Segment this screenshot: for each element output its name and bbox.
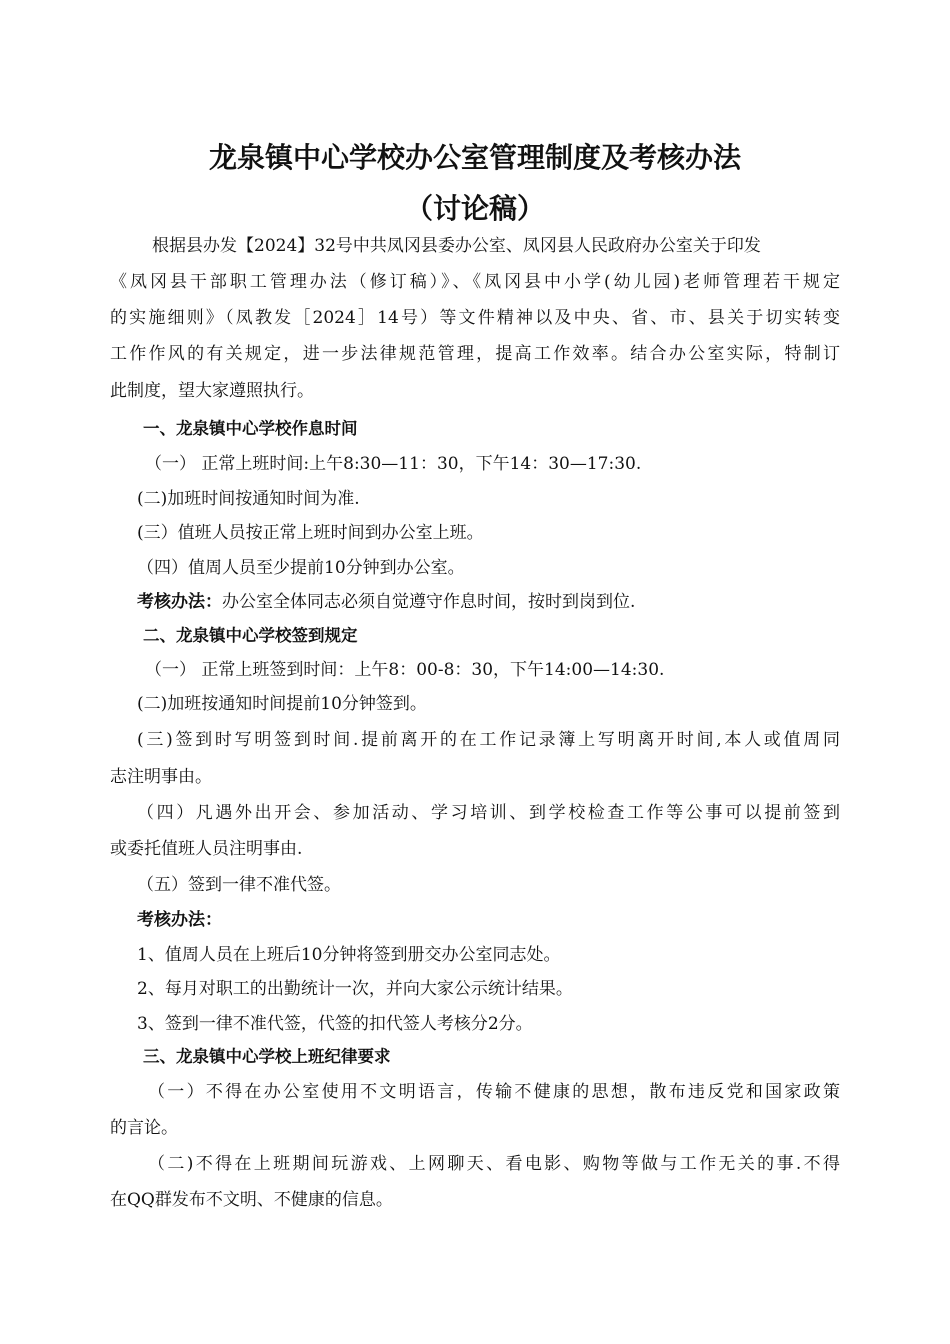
section-item: 或委托值班人员注明事由.	[110, 839, 303, 859]
section-item: 志注明事由。	[110, 767, 212, 787]
assessment-item: 1、值周人员在上班后10分钟将签到册交办公室同志处。	[137, 945, 561, 965]
assessment-label: 考核办法：	[137, 592, 222, 612]
assessment-text: 办公室全体同志必须自觉遵守作息时间，按时到岗到位.	[222, 592, 636, 612]
section-item: 在QQ群发布不文明、不健康的信息。	[110, 1190, 393, 1210]
intro-line: 的实施细则》（凤教发［2024］14号）等文件精神以及中央、省、市、县关于切实转变	[110, 308, 840, 328]
section-item: （一） 正常上班签到时间：上午8：00-8：30，下午14:00—14:30.	[145, 660, 665, 680]
assessment-line	[137, 591, 635, 613]
intro-line: 根据县办发【2024】32号中共凤冈县委办公室、凤冈县人民政府办公室关于印发	[152, 236, 761, 256]
assessment-item: 2、每月对职工的出勤统计一次，并向大家公示统计结果。	[137, 979, 573, 999]
section-item: （一） 正常上班时间:上午8:30—11：30，下午14：30—17:30.	[145, 454, 642, 474]
section-heading: 三、龙泉镇中心学校上班纪律要求	[143, 1047, 391, 1066]
section-item: （四）值周人员至少提前10分钟到办公室。	[137, 558, 465, 578]
intro-line: 此制度，望大家遵照执行。	[110, 381, 314, 401]
section-item: （一）不得在办公室使用不文明语言，传输不健康的思想，散布违反党和国家政策	[148, 1082, 840, 1102]
section-heading: 一、龙泉镇中心学校作息时间	[143, 419, 358, 438]
assessment-item: 3、签到一律不准代签，代签的扣代签人考核分2分。	[137, 1014, 533, 1034]
section-item: (三）值班人员按正常上班时间到办公室上班。	[137, 523, 484, 543]
section-item: 的言论。	[110, 1118, 178, 1138]
assessment-label: 考核办法：	[137, 910, 222, 930]
document-subtitle: （讨论稿）	[404, 192, 545, 225]
intro-line: 工作作风的有关规定，进一步法律规范管理，提高工作效率。结合办公室实际，特制订	[110, 344, 840, 364]
section-item: （二)不得在上班期间玩游戏、上网聊天、看电影、购物等做与工作无关的事.不得	[148, 1154, 840, 1174]
section-heading: 二、龙泉镇中心学校签到规定	[143, 626, 358, 645]
section-item: (三)签到时写明签到时间.提前离开的在工作记录簿上写明离开时间,本人或值周同	[137, 730, 840, 750]
section-item: （五）签到一律不准代签。	[137, 875, 341, 895]
section-item: (二)加班时间按通知时间为准.	[137, 489, 360, 509]
section-item: （四）凡遇外出开会、参加活动、学习培训、到学校检查工作等公事可以提前签到	[137, 803, 840, 823]
intro-line: 《凤冈县干部职工管理办法（修订稿）》、《凤冈县中小学(幼儿园)老师管理若干规定	[110, 272, 840, 292]
section-item: (二)加班按通知时间提前10分钟签到。	[137, 694, 427, 714]
document-title: 龙泉镇中心学校办公室管理制度及考核办法	[208, 141, 741, 174]
